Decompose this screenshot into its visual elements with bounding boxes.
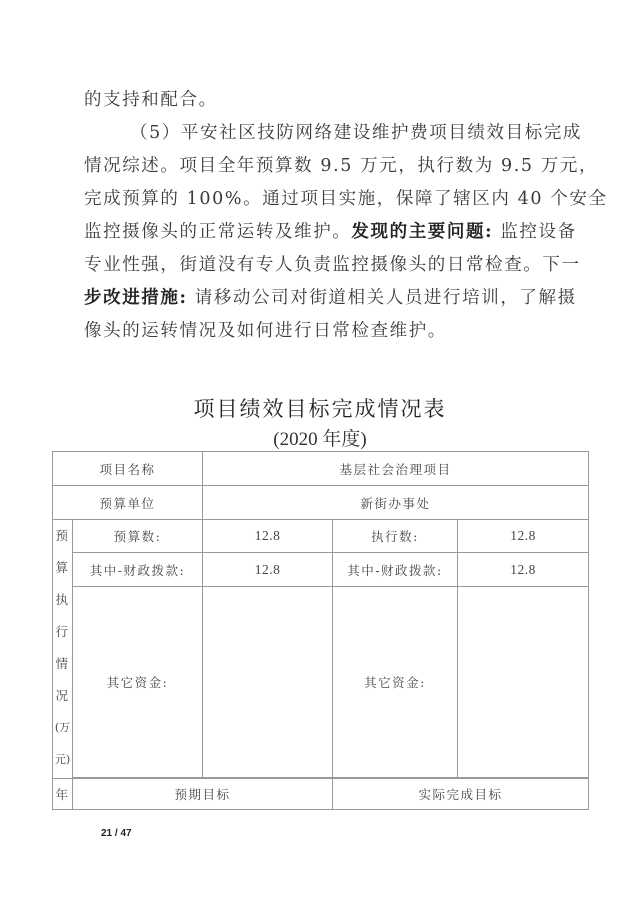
side-label-char: 行: [55, 624, 70, 639]
year-label: 年: [53, 779, 73, 810]
body-text-segment: 监控设备: [493, 222, 577, 242]
body-text-line: [84, 218, 577, 243]
fiscal-allocation-execution-value: 12.8: [458, 553, 589, 587]
other-funds-label: 其它资金:: [73, 587, 203, 778]
budget-label: 预算数:: [73, 520, 203, 553]
other-funds-label: 其它资金:: [333, 587, 458, 778]
table-row: [53, 520, 589, 553]
budget-execution-side-label: [53, 520, 73, 779]
fiscal-allocation-label: 其中-财政拨款:: [333, 553, 458, 587]
other-funds-execution-value: [458, 587, 589, 778]
table-row: [53, 553, 589, 587]
table-row: [53, 587, 589, 778]
side-label-char: (万: [54, 721, 71, 734]
performance-table: [52, 451, 589, 810]
main-issues-heading: 发现的主要问题:: [351, 222, 494, 242]
expected-goal-header: 预期目标: [73, 779, 333, 810]
side-label-char: 预: [55, 528, 70, 543]
side-label-char: 算: [55, 560, 70, 575]
side-label-char: 况: [55, 688, 70, 703]
actual-goal-header: 实际完成目标: [333, 779, 589, 810]
table-row: [53, 779, 589, 810]
project-name-label: 项目名称: [53, 452, 203, 486]
body-text-line: 情况综述。项目全年预算数 9.5 万元，执行数为 9.5 万元，: [84, 156, 599, 176]
improvement-heading: 步改进措施:: [84, 288, 188, 308]
project-name-value: 基层社会治理项目: [203, 452, 589, 486]
body-text-segment: 请移动公司对街道相关人员进行培训，了解摄: [187, 288, 577, 308]
fiscal-allocation-label: 其中-财政拨款:: [73, 553, 203, 587]
execution-label: 执行数:: [333, 520, 458, 553]
execution-value: 12.8: [458, 520, 589, 553]
table-row: [53, 452, 589, 486]
budget-unit-value: 新街办事处: [203, 486, 589, 520]
side-label-char: 情: [55, 656, 70, 671]
body-text-line: 像头的运转情况及如何进行日常检查维护。: [84, 321, 447, 341]
other-funds-budget-value: [203, 587, 333, 778]
side-label-char: 执: [55, 592, 70, 607]
body-text-segment: 监控摄像头的正常运转及维护。: [84, 222, 352, 242]
page-number: 21 / 47: [101, 828, 132, 839]
body-text-line: [84, 284, 577, 309]
budget-unit-label: 预算单位: [53, 486, 203, 520]
budget-value: 12.8: [203, 520, 333, 553]
body-text-line: 完成预算的 100%。通过项目实施，保障了辖区内 40 个安全: [84, 189, 608, 209]
body-text-line: （5）平安社区技防网络建设维护费项目绩效目标完成: [130, 123, 583, 143]
table-title: 项目绩效目标完成情况表: [193, 397, 447, 421]
table-row: [53, 486, 589, 520]
body-text-line: 的支持和配合。: [84, 90, 218, 110]
body-text-line: 专业性强，街道没有专人负责监控摄像头的日常检查。下一: [84, 255, 581, 275]
table-year: (2020 年度): [273, 429, 367, 450]
side-label-char: 元): [54, 753, 71, 766]
fiscal-allocation-budget-value: 12.8: [203, 553, 333, 587]
